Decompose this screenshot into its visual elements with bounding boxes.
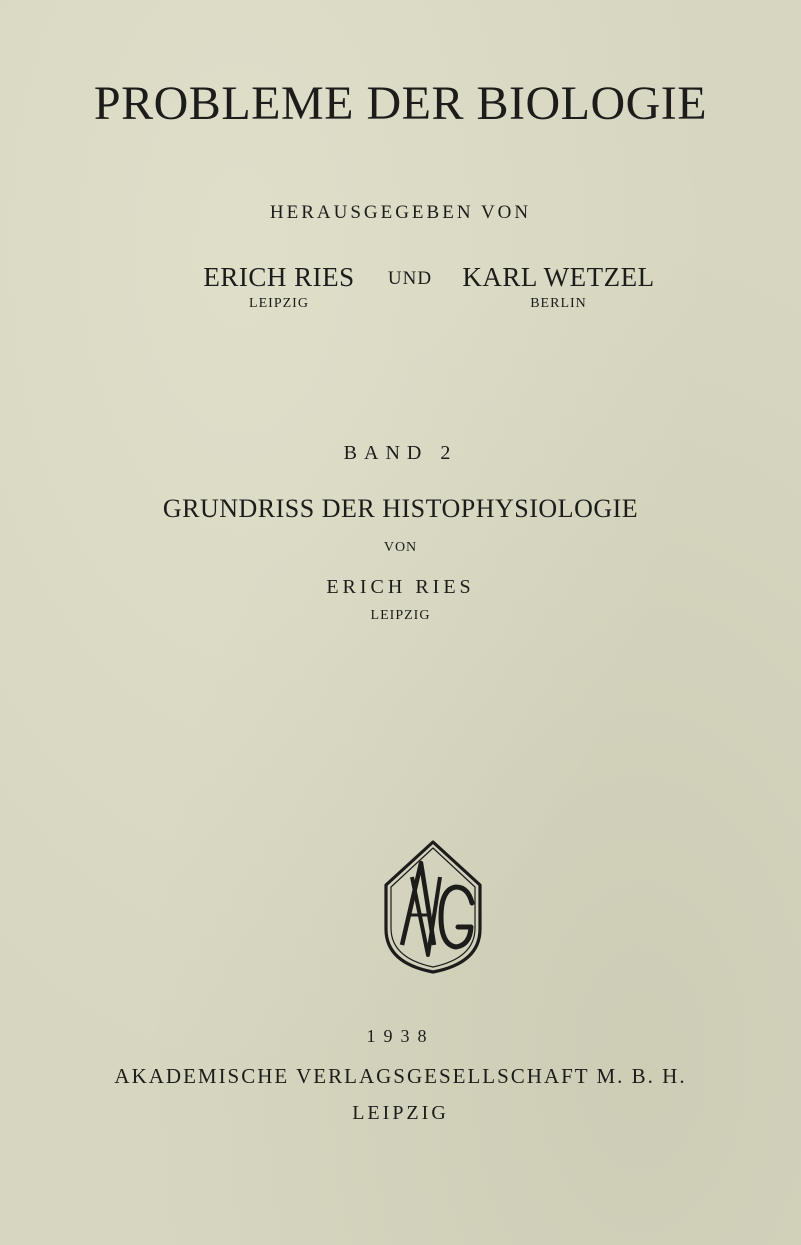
editor-2-city: BERLIN [530, 296, 587, 311]
author-city: LEIPZIG [370, 608, 431, 623]
editor-1-name: ERICH RIES [203, 262, 355, 292]
editor-2-name: KARL WETZEL [462, 262, 655, 292]
series-title: PROBLEME DER BIOLOGIE [93, 77, 708, 130]
volume-label: BAND 2 [343, 442, 458, 464]
editor-2 [448, 262, 669, 312]
editor-1 [186, 262, 372, 312]
editors-conjunction: UND [387, 268, 433, 289]
by-label: VON [383, 540, 418, 555]
editor-1-city: LEIPZIG [249, 296, 309, 311]
publisher-monogram-icon [378, 837, 488, 977]
book-title: GRUNDRISS DER HISTOPHYSIOLOGIE [162, 494, 639, 523]
author-name: ERICH RIES [326, 576, 475, 598]
edited-by-label: HERAUSGEGEBEN VON [269, 202, 532, 223]
publisher-city: LEIPZIG [352, 1102, 449, 1124]
publication-year: 1938 [366, 1026, 435, 1046]
publisher-name: AKADEMISCHE VERLAGSGESELLSCHAFT M. B. H. [114, 1064, 687, 1088]
